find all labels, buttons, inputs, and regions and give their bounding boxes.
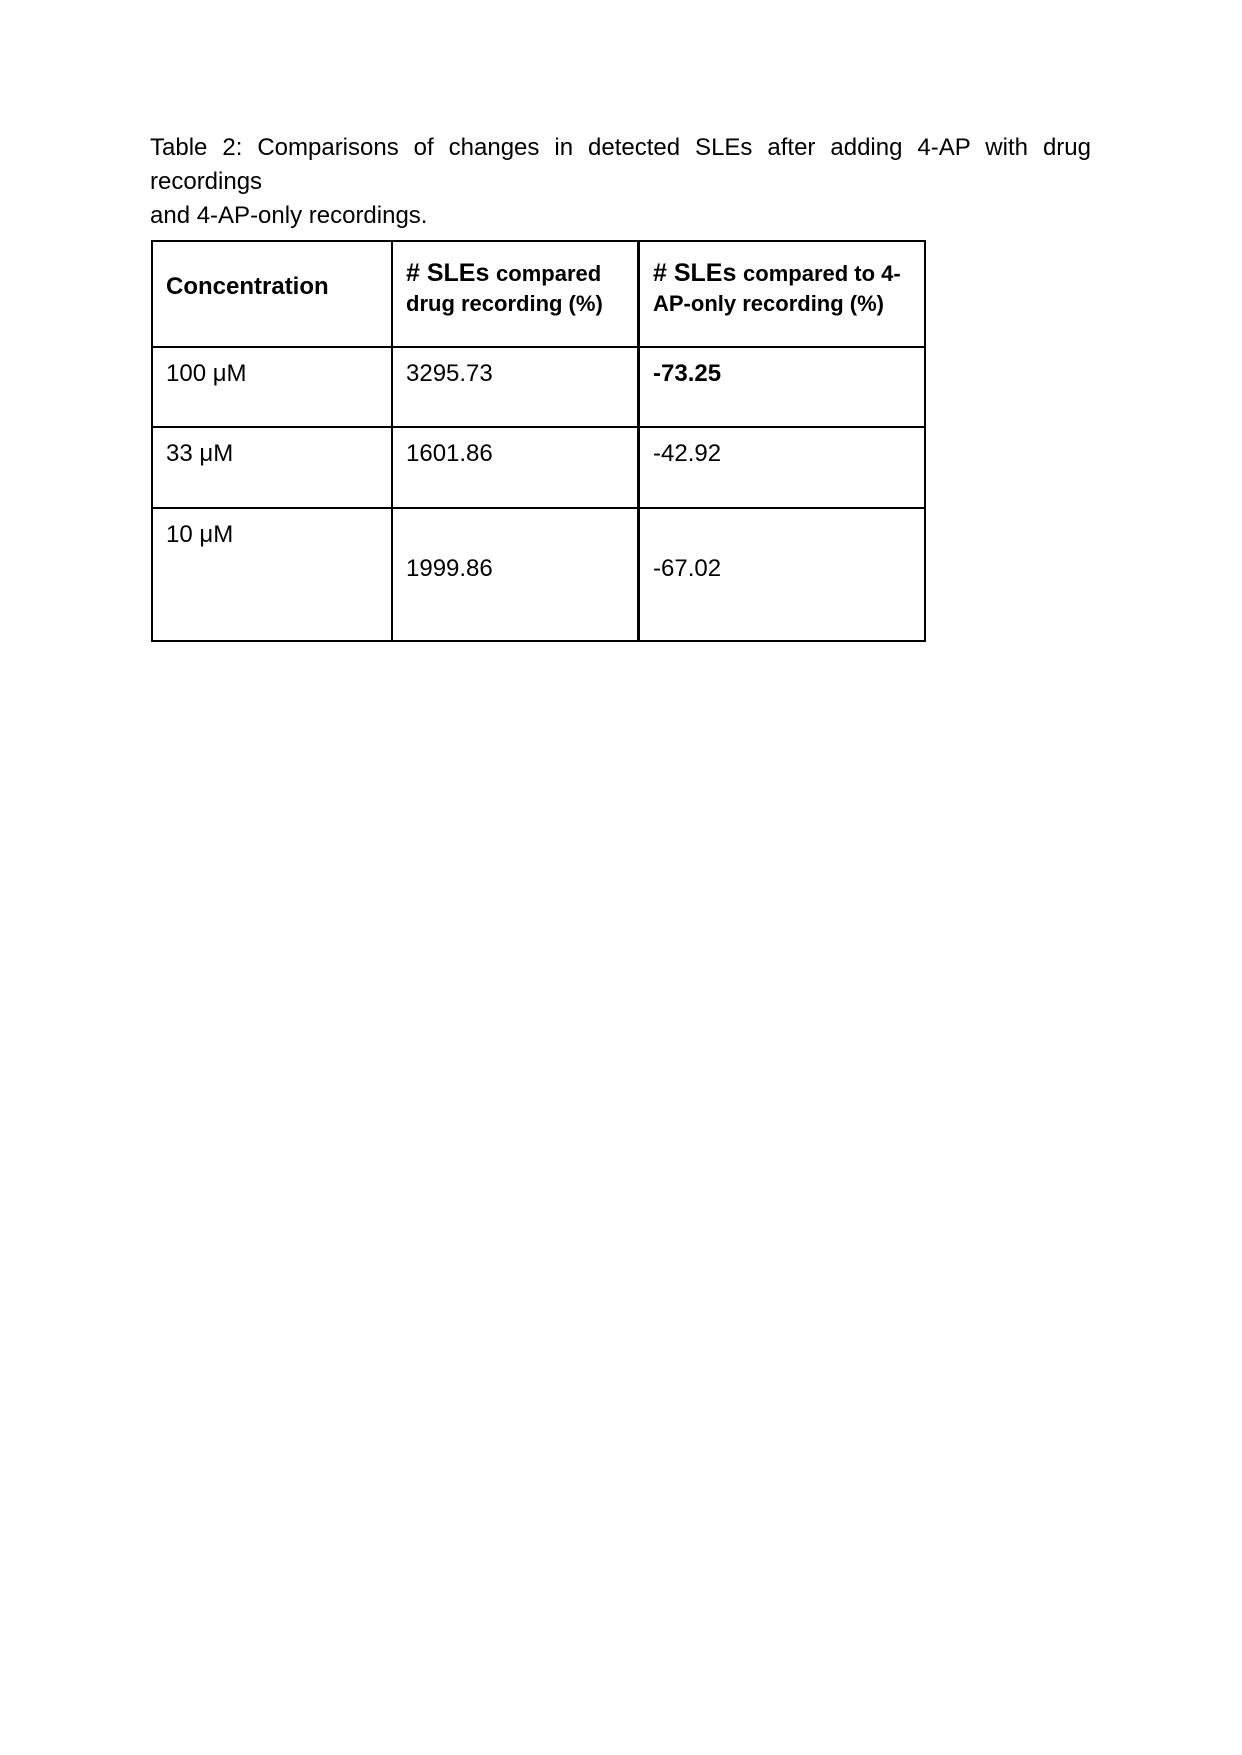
cell-vs-4ap-only-row1: -73.25: [640, 348, 926, 428]
table-caption: [150, 131, 1091, 233]
caption-line-1: Table 2: Comparisons of changes in detected SLEs after adding 4-AP with drug recordings: [150, 134, 1091, 195]
cell-vs-drug-row3: 1999.86: [393, 509, 640, 640]
header-label-sles-drug-strong: # SLEs: [406, 259, 490, 287]
header-label-sles-drug-rest: compared drug recording (%): [406, 261, 603, 316]
header-cell-vs-drug: [393, 242, 640, 348]
header-cell-vs-4ap-only: [640, 242, 926, 348]
caption-line-2: and 4-AP-only recordings.: [150, 202, 428, 229]
data-table: [151, 240, 926, 642]
header-cell-concentration: [153, 242, 393, 348]
cell-concentration-row2: 33 μM: [153, 428, 393, 509]
cell-concentration-row1: 100 μM: [153, 348, 393, 428]
cell-vs-drug-row1: 3295.73: [393, 348, 640, 428]
header-label-sles-4ap-rest: compared to 4-AP-only recording (%): [653, 261, 901, 316]
header-label-concentration: Concentration: [166, 273, 329, 300]
cell-vs-4ap-only-row2: -42.92: [640, 428, 926, 509]
header-label-sles-4ap-strong: # SLEs: [653, 259, 737, 287]
cell-vs-4ap-only-row3: -67.02: [653, 555, 722, 582]
cell-concentration-row3: 10 μM: [153, 509, 393, 640]
cell-vs-drug-row2: 1601.86: [393, 428, 640, 509]
